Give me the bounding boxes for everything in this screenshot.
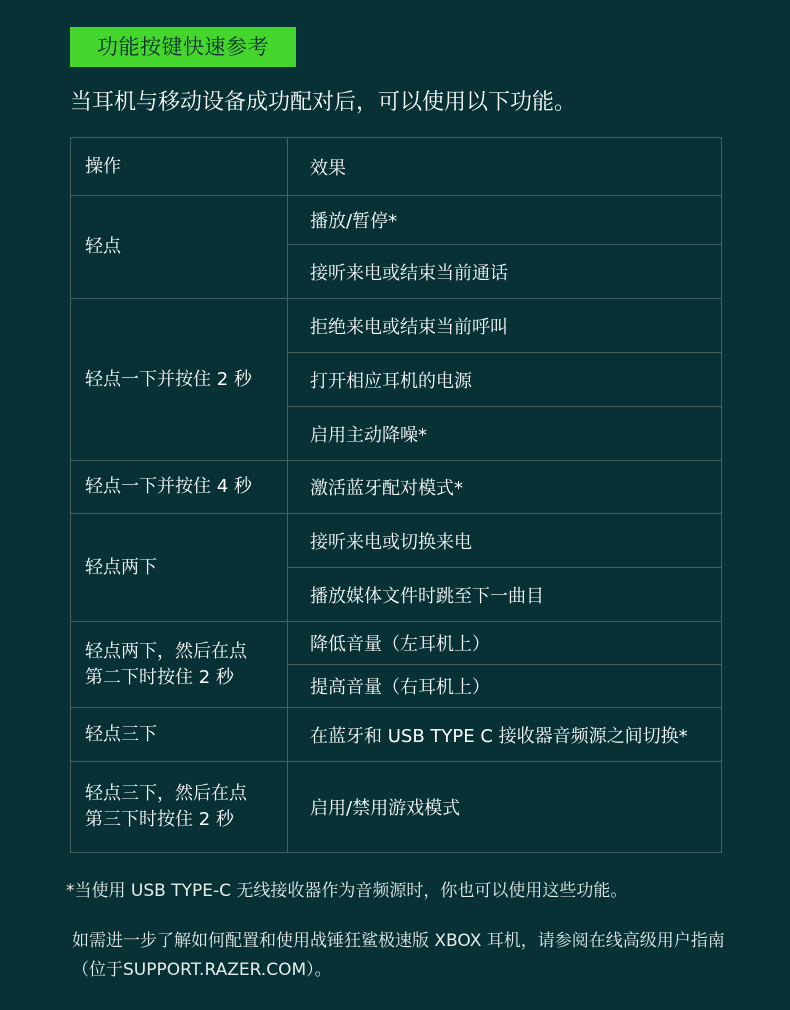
action-cell: 轻点 <box>71 196 288 299</box>
effect-cell: 降低音量（左耳机上） <box>288 622 722 665</box>
action-line-2: 第三下时按住 2 秒 <box>85 809 234 830</box>
effect-cell: 播放媒体文件时跳至下一曲目 <box>288 568 722 622</box>
intro-text: 当耳机与移动设备成功配对后，可以使用以下功能。 <box>70 90 577 115</box>
effect-cell: 打开相应耳机的电源 <box>288 353 722 407</box>
controls-table <box>70 137 722 853</box>
action-cell <box>71 622 288 708</box>
header-effect: 效果 <box>288 138 722 196</box>
action-line-1: 轻点三下，然后在点 <box>85 783 247 804</box>
action-cell: 轻点两下 <box>71 514 288 622</box>
effect-cell: 提高音量（右耳机上） <box>288 665 722 708</box>
action-line-2: 第二下时按住 2 秒 <box>85 666 234 688</box>
action-line-1: 轻点两下，然后在点 <box>85 640 247 662</box>
effect-cell: 接听来电或切换来电 <box>288 514 722 568</box>
effect-cell: 拒绝来电或结束当前呼叫 <box>288 299 722 353</box>
table-row <box>71 622 722 665</box>
table-header-row <box>71 138 722 196</box>
effect-cell: 播放/暂停* <box>288 196 722 245</box>
table-row <box>71 299 722 353</box>
table-row <box>71 708 722 762</box>
effect-cell: 接听来电或结束当前通话 <box>288 245 722 299</box>
table-row <box>71 461 722 514</box>
table-row <box>71 196 722 245</box>
table-row <box>71 762 722 853</box>
effect-cell: 在蓝牙和 USB TYPE C 接收器音频源之间切换* <box>288 708 722 762</box>
action-cell: 轻点一下并按住 2 秒 <box>71 299 288 461</box>
action-cell: 轻点一下并按住 4 秒 <box>71 461 288 514</box>
header-action: 操作 <box>71 138 288 196</box>
footnote: *当使用 USB TYPE-C 无线接收器作为音频源时，你也可以使用这些功能。 <box>66 881 628 901</box>
table-row <box>71 514 722 568</box>
action-cell: 轻点三下 <box>71 708 288 762</box>
effect-cell: 启用/禁用游戏模式 <box>288 762 722 853</box>
action-cell <box>71 762 288 853</box>
effect-cell: 启用主动降噪* <box>288 407 722 461</box>
effect-cell: 激活蓝牙配对模式* <box>288 461 722 514</box>
user-guide-note: 如需进一步了解如何配置和使用战锤狂鲨极速版 XBOX 耳机，请参阅在线高级用户指南（位于SUPPORT.RAZER.COM）。 <box>72 931 725 980</box>
page-title: 功能按键快速参考 <box>70 27 296 67</box>
